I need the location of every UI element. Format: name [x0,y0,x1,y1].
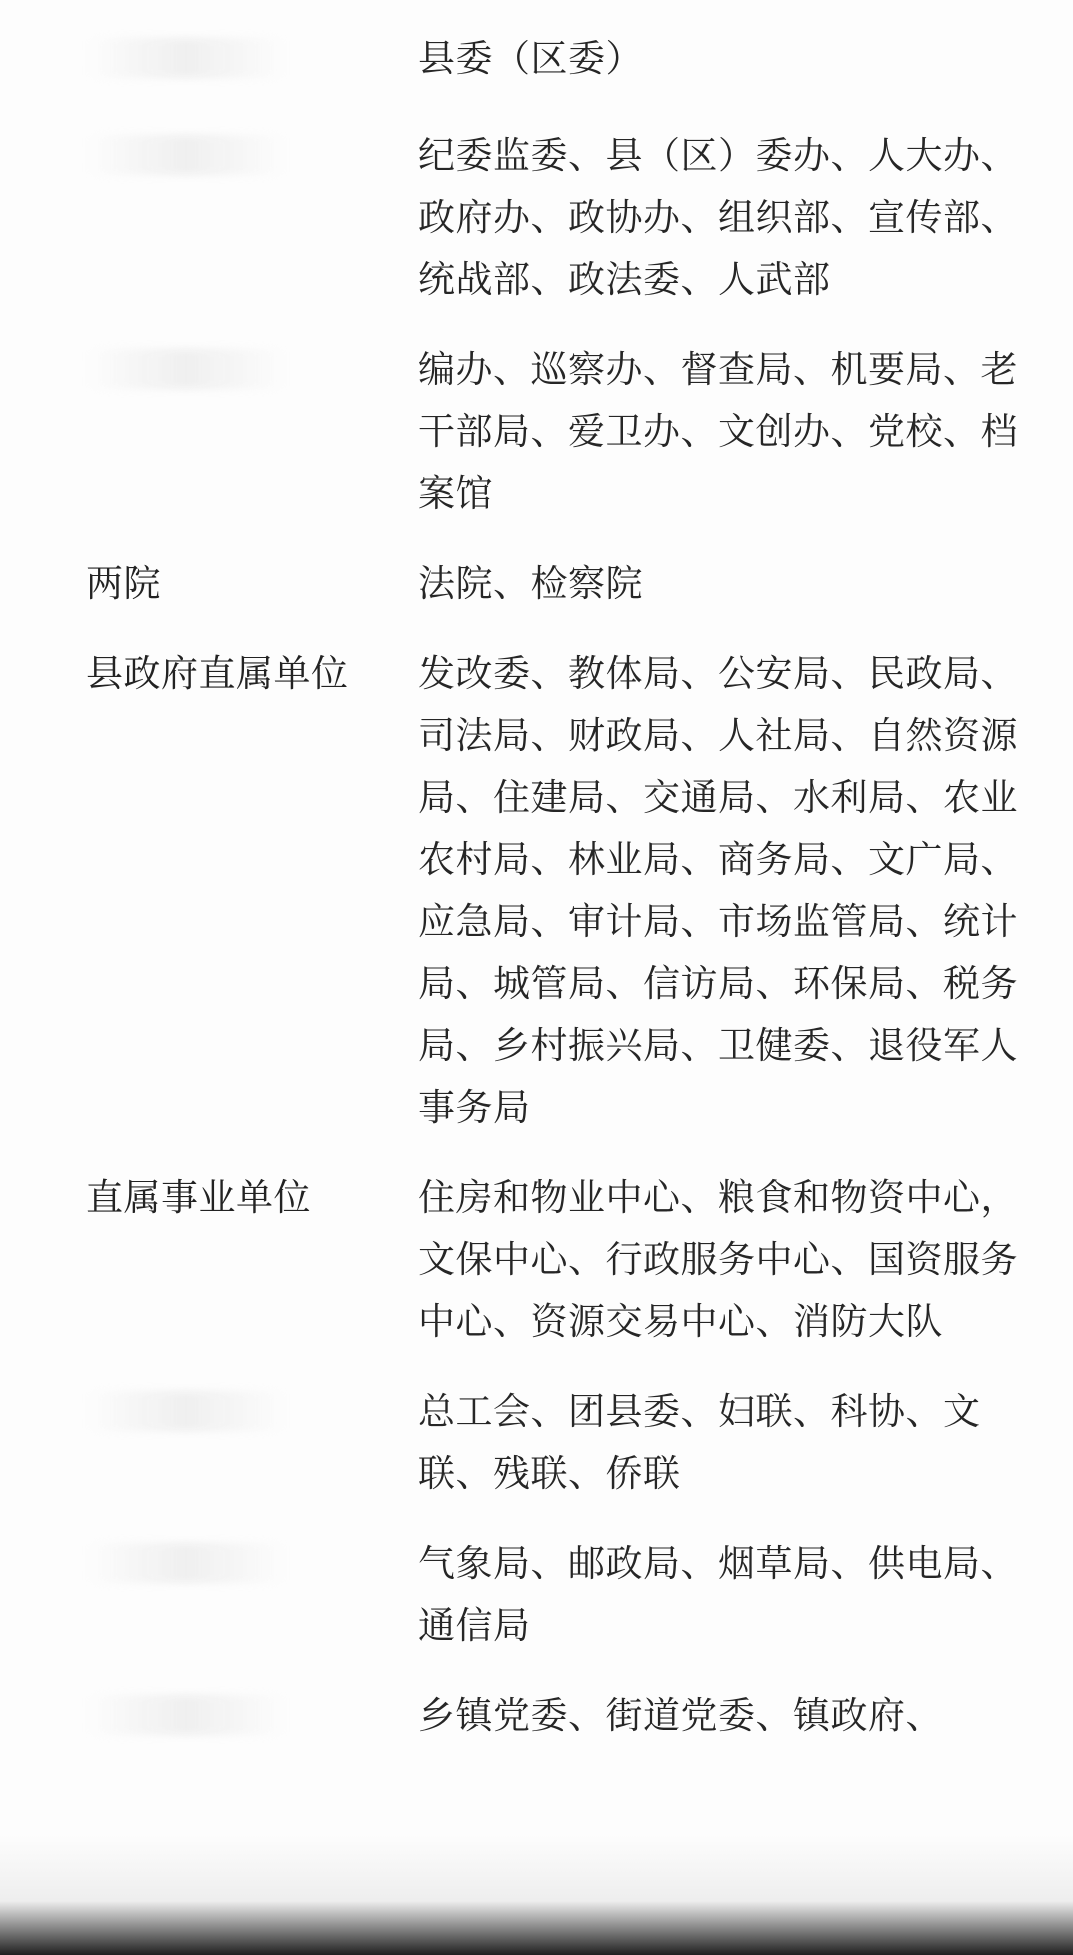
row-content: 编办、巡察办、督查局、机要局、老干部局、爱卫办、文创办、党校、档案馆 [418,348,1018,515]
blurred-label [86,1391,286,1431]
row-content: 乡镇党委、街道党委、镇政府、 [418,1694,943,1737]
blurred-label [86,1695,286,1735]
table-row [0,1533,1073,1657]
row-label: 两院 [86,562,161,605]
row-content: 住房和物业中心、粮食和物资中心，文保中心、行政服务中心、国资服务中心、资源交易中心、消防大队 [418,1176,1018,1343]
table-row [0,1167,1073,1353]
blurred-label [86,1543,286,1583]
table-row [0,1381,1073,1505]
row-content: 县委（区委） [418,37,643,80]
row-content: 法院、检察院 [418,562,643,605]
row-content: 发改委、教体局、公安局、民政局、司法局、财政局、人社局、自然资源局、住建局、交通局、水利局、农业农村局、林业局、商务局、文广局、应急局、审计局、市场监管局、统计局、城管局、信访局、环保局、税务局、乡村振兴局、卫健委、退役军人事务局 [418,652,1018,1129]
blurred-label [86,38,286,78]
table-row [0,553,1073,615]
blurred-label [86,349,286,389]
table-row [0,28,1073,97]
unit-table [0,28,1073,1754]
row-label [0,28,418,97]
row-label [0,339,418,408]
row-label [0,1533,418,1602]
row-label [0,1685,418,1754]
table-row [0,1685,1073,1754]
row-label: 直属事业单位 [86,1176,311,1219]
row-label [0,1381,418,1450]
row-content: 总工会、团县委、妇联、科协、文联、残联、侨联 [418,1390,981,1495]
table-row [0,643,1073,1139]
row-content: 气象局、邮政局、烟草局、供电局、通信局 [418,1542,1018,1647]
table-row [0,339,1073,525]
bottom-edge-shadow [0,1835,1073,1955]
blurred-label [86,135,286,175]
table-row [0,125,1073,311]
row-label [0,125,418,194]
row-content: 纪委监委、县（区）委办、人大办、政府办、政协办、组织部、宣传部、统战部、政法委、人武部 [418,134,1018,301]
row-label: 县政府直属单位 [86,652,349,695]
